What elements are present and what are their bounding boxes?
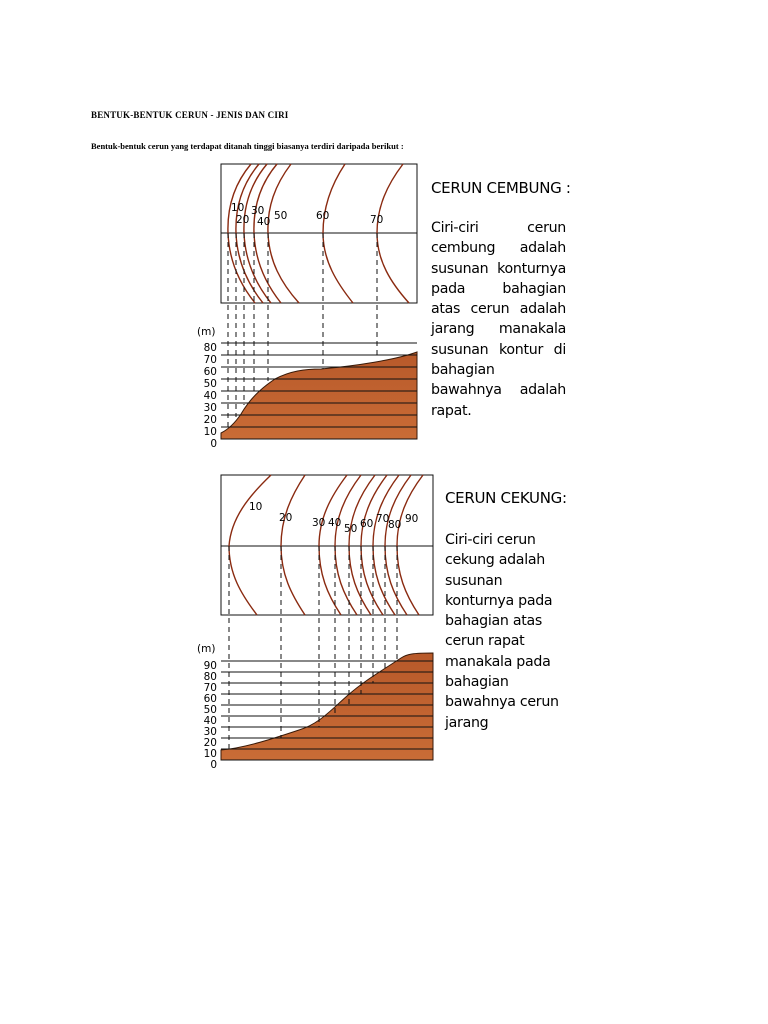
y-tick-label: 70: [203, 682, 217, 694]
y-tick-label: 20: [203, 414, 217, 426]
y-tick-label: 40: [203, 715, 217, 727]
contour-label: 40: [328, 517, 342, 529]
y-tick-label: 60: [203, 366, 217, 378]
document-intro: Bentuk-bentuk cerun yang terdapat ditanah tinggi biasanya terdiri daripada berikut :: [91, 141, 404, 151]
contour-label: 60: [360, 518, 374, 530]
figure-description: Ciri-ciri cerun cembung adalah susunan konturnya pada bahagian atas cerun adalah jarang manakala susunan kontur di bahagian bawahnya adalah rapat.: [431, 220, 566, 419]
contour-label: 80: [388, 519, 402, 531]
y-tick-label: 40: [203, 390, 217, 402]
slope-profile-ground: [221, 352, 417, 439]
contour-label: 50: [344, 523, 358, 535]
figure-heading: CERUN CEKUNG:: [445, 489, 567, 507]
figure-heading: CERUN CEMBUNG :: [431, 179, 571, 197]
document-title: BENTUK-BENTUK CERUN - JENIS DAN CIRI: [91, 110, 289, 120]
y-tick-label: 80: [203, 671, 217, 683]
contour-label: 20: [279, 512, 293, 524]
contour-label: 30: [251, 205, 265, 217]
y-tick-label: 10: [203, 426, 217, 438]
y-tick-label: 60: [203, 693, 217, 705]
figure-description: Ciri-ciri cerun cekung adalah susunan konturnya pada bahagian atas cerun rapat manakala pada bahagian bawahnya cerun jarang: [445, 532, 559, 731]
contour-label: 70: [370, 214, 384, 226]
y-tick-label: 90: [203, 660, 217, 672]
contour-label: 90: [405, 513, 419, 525]
y-tick-label: 10: [203, 748, 217, 760]
axis-unit-label: (m): [197, 643, 216, 655]
contour-label: 20: [236, 214, 250, 226]
contour-label: 30: [312, 517, 326, 529]
y-tick-label: 0: [210, 759, 217, 771]
convex-slope-diagram: [195, 163, 425, 453]
slope-profile-ground: [221, 653, 433, 760]
y-tick-label: 80: [203, 342, 217, 354]
concave-slope-diagram: [195, 474, 435, 772]
contour-label: 60: [316, 210, 330, 222]
y-tick-label: 0: [210, 438, 217, 450]
contour-lines: [229, 475, 423, 615]
y-tick-label: 50: [203, 704, 217, 716]
convex-slope-figure: [195, 163, 615, 453]
contour-label: 70: [376, 513, 390, 525]
contour-label: 10: [249, 501, 263, 513]
y-tick-label: 50: [203, 378, 217, 390]
contour-label: 40: [257, 216, 271, 228]
y-tick-label: 30: [203, 726, 217, 738]
axis-unit-label: (m): [197, 326, 216, 338]
y-tick-label: 70: [203, 354, 217, 366]
contour-label: 50: [274, 210, 288, 222]
contour-label: 10: [231, 202, 245, 214]
contour-map-box: [221, 475, 433, 615]
y-tick-label: 20: [203, 737, 217, 749]
concave-slope-figure: [195, 474, 615, 772]
y-tick-label: 30: [203, 402, 217, 414]
